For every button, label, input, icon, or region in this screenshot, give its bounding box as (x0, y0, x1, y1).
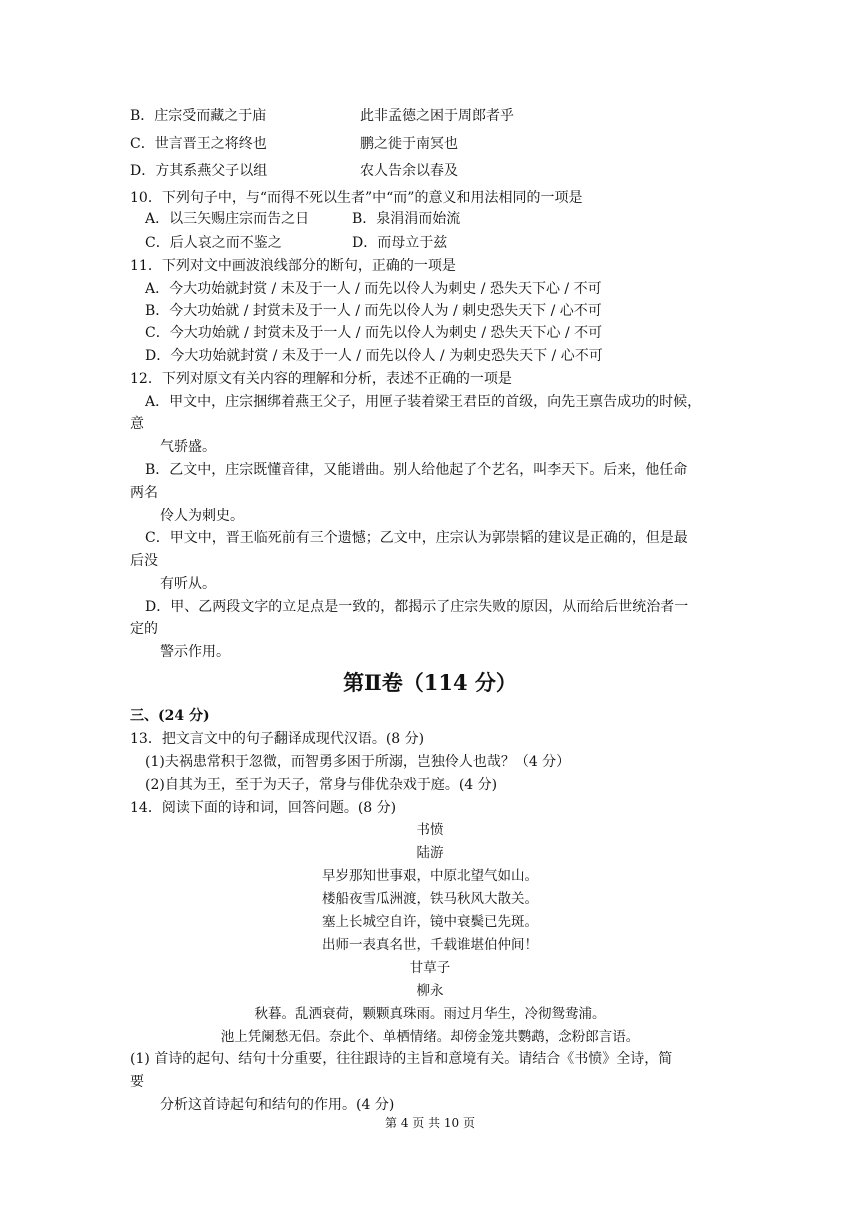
q12-option-a-line3: 气骄盛。 (160, 439, 216, 455)
q9-option-d-right: 农人告余以春及 (360, 163, 458, 179)
page-footer: 第 4 页 共 10 页 (385, 1116, 475, 1130)
q12-option-a-line2: 意 (130, 416, 144, 432)
section-2-title: 第Ⅱ卷（114 分） (343, 670, 517, 695)
q11-option-d: D．今大功始就封赏 / 未及于一人 / 而先以伶人 / 为刺史恐失天下 / 心不可 (145, 348, 603, 364)
poem-1-title: 书愤 (416, 822, 444, 838)
poem-1-line: 出师一表真名世，千载谁堪伯仲间！ (322, 937, 538, 953)
section-3-heading: 三、(24 分) (130, 708, 210, 724)
q12-stem: 12．下列对原文有关内容的理解和分析，表述不正确的一项是 (130, 371, 512, 387)
poem-1-line: 楼船夜雪瓜洲渡，铁马秋风大散关。 (322, 891, 538, 907)
q9-option-b-left: B．庄宗受而藏之于庙 (130, 108, 267, 124)
poem-2-line: 池上凭阑愁无侣。奈此个、单栖情绪。却傍金笼共鹦鹉，念粉郎言语。 (220, 1029, 640, 1045)
q13-stem: 13．把文言文中的句子翻译成现代汉语。(8 分) (130, 731, 425, 747)
q9-option-c-left: C．世言晋王之将终也 (130, 136, 267, 152)
q12-option-a-line1: A．甲文中，庄宗捆绑着燕王父子，用匣子装着梁王君臣的首级，向先王禀告成功的时候， (145, 394, 702, 410)
q9-option-b-right: 此非孟德之困于周郎者乎 (360, 108, 514, 124)
q11-option-a: A．今大功始就封赏 / 未及于一人 / 而先以伶人为刺史 / 恐失天下心 / 不可 (145, 281, 602, 297)
q14-sub1-line2: 要 (130, 1074, 144, 1090)
poem-2-author: 柳永 (416, 983, 444, 999)
q11-option-c: C．今大功始就 / 封赏未及于一人 / 而先以伶人为刺史 / 恐失天下心 / 不可 (145, 325, 603, 341)
q13-sentence-1: (1)夫祸患常积于忽微，而智勇多困于所溺，岂独伶人也哉？（4 分） (145, 754, 571, 770)
poem-2-title: 甘草子 (409, 960, 451, 976)
poem-1-line: 塞上长城空自许，镜中衰鬓已先斑。 (322, 914, 538, 930)
q10-option-a: A．以三矢赐庄宗而告之日 (145, 211, 310, 227)
q12-option-c-line1: C．甲文中，晋王临死前有三个遗憾；乙文中，庄宗认为郭崇韬的建议是正确的，但是最 (145, 530, 688, 546)
q12-option-c-line2: 后没 (130, 553, 158, 569)
q9-option-d-left: D．方其系燕父子以组 (130, 163, 268, 179)
q12-option-d-line3: 警示作用。 (160, 644, 230, 660)
q14-stem: 14．阅读下面的诗和词，回答问题。(8 分) (130, 800, 397, 816)
q11-option-b: B．今大功始就 / 封赏未及于一人 / 而先以伶人为 / 刺史恐失天下 / 心不可 (145, 303, 602, 319)
q12-option-d-line2: 定的 (130, 621, 158, 637)
q14-sub1-line3: 分析这首诗起句和结句的作用。(4 分) (160, 1097, 395, 1113)
q9-option-c-right: 鹏之徙于南冥也 (360, 136, 458, 152)
poem-1-author: 陆游 (416, 845, 444, 861)
poem-1-line: 早岁那知世事艰，中原北望气如山。 (322, 868, 538, 884)
q10-option-d: D．而母立于兹 (352, 235, 448, 251)
q12-option-b-line1: B．乙文中，庄宗既懂音律，又能谱曲。别人给他起了个艺名，叫李天下。后来，他任命 (145, 462, 688, 478)
q10-option-b: B．泉涓涓而始流 (352, 211, 461, 227)
q14-sub1-line1: (1) 首诗的起句、结句十分重要，往往跟诗的主旨和意境有关。请结合《书愤》全诗，简 (130, 1051, 673, 1067)
q13-sentence-2: (2)自其为王，至于为天子，常身与俳优杂戏于庭。(4 分) (145, 777, 498, 793)
q12-option-c-line3: 有听从。 (160, 576, 216, 592)
q10-stem: 10．下列句子中，与“而得不死以生者”中“而”的意义和用法相同的一项是 (130, 190, 583, 206)
q11-stem: 11．下列对文中画波浪线部分的断句，正确的一项是 (130, 258, 456, 274)
q12-option-b-line3: 伶人为刺史。 (160, 508, 244, 524)
q12-option-b-line2: 两名 (130, 485, 158, 501)
q12-option-d-line1: D．甲、乙两段文字的立足点是一致的，都揭示了庄宗失败的原因，从而给后世统治者一 (145, 599, 689, 615)
q10-option-c: C．后人哀之而不鉴之 (145, 235, 282, 251)
poem-2-line: 秋暮。乱洒衰荷，颗颗真珠雨。雨过月华生，冷彻鸳鸯浦。 (254, 1006, 606, 1022)
